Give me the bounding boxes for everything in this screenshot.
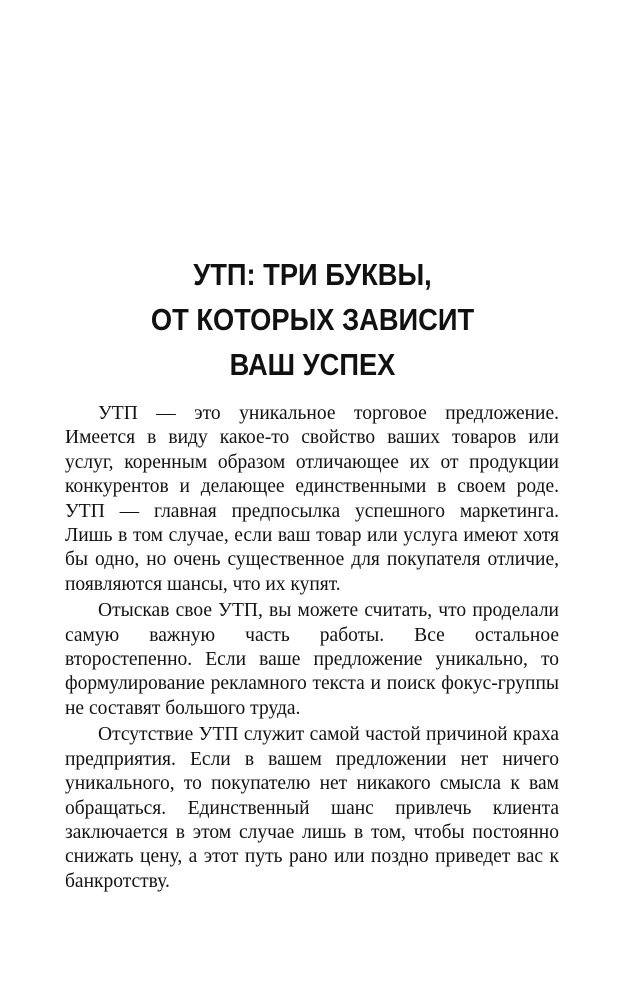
chapter-title-line-2: ОТ КОТОРЫХ ЗАВИСИТ bbox=[150, 302, 475, 337]
paragraph-2: Отыскав свое УТП, вы можете считать, что проделали самую важную часть работы. Все остальное второстепенно. Если ваше предложение уникально, то формулирование рекламного текста и поиск фокус-группы не составят большого труда. bbox=[65, 600, 559, 719]
chapter-title-line-3: ВАШ УСПЕХ bbox=[229, 347, 396, 382]
chapter-title-line-1: УТП: ТРИ БУКВЫ, bbox=[193, 257, 432, 292]
paragraph-3: Отсутствие УТП служит самой частой причиной краха предприятия. Если в вашем предложении нет ничего уникального, то покупателю нет никакого смысла к вам обращаться. Единственный шанс привлечь клиента заключается в этом случае лишь в том, чтобы постоянно снижать цену, а этот путь рано или поздно приведет вас к банкротству. bbox=[65, 724, 559, 892]
chapter-title bbox=[90, 252, 534, 387]
paragraph-1: УТП — это уникальное торговое предложение. Имеется в виду какое-то свойство ваших товаров или услуг, коренным образом отличающее их от продукции конкурентов и делающее единственными в своем роде. УТП — главная предпосылка успешного маркетинга. Лишь в том случае, если ваш товар или услуга имеют хотя бы одно, но очень существенное для покупателя отличие, появляются шансы, что их купят. bbox=[65, 403, 559, 595]
chapter-body bbox=[65, 402, 559, 894]
